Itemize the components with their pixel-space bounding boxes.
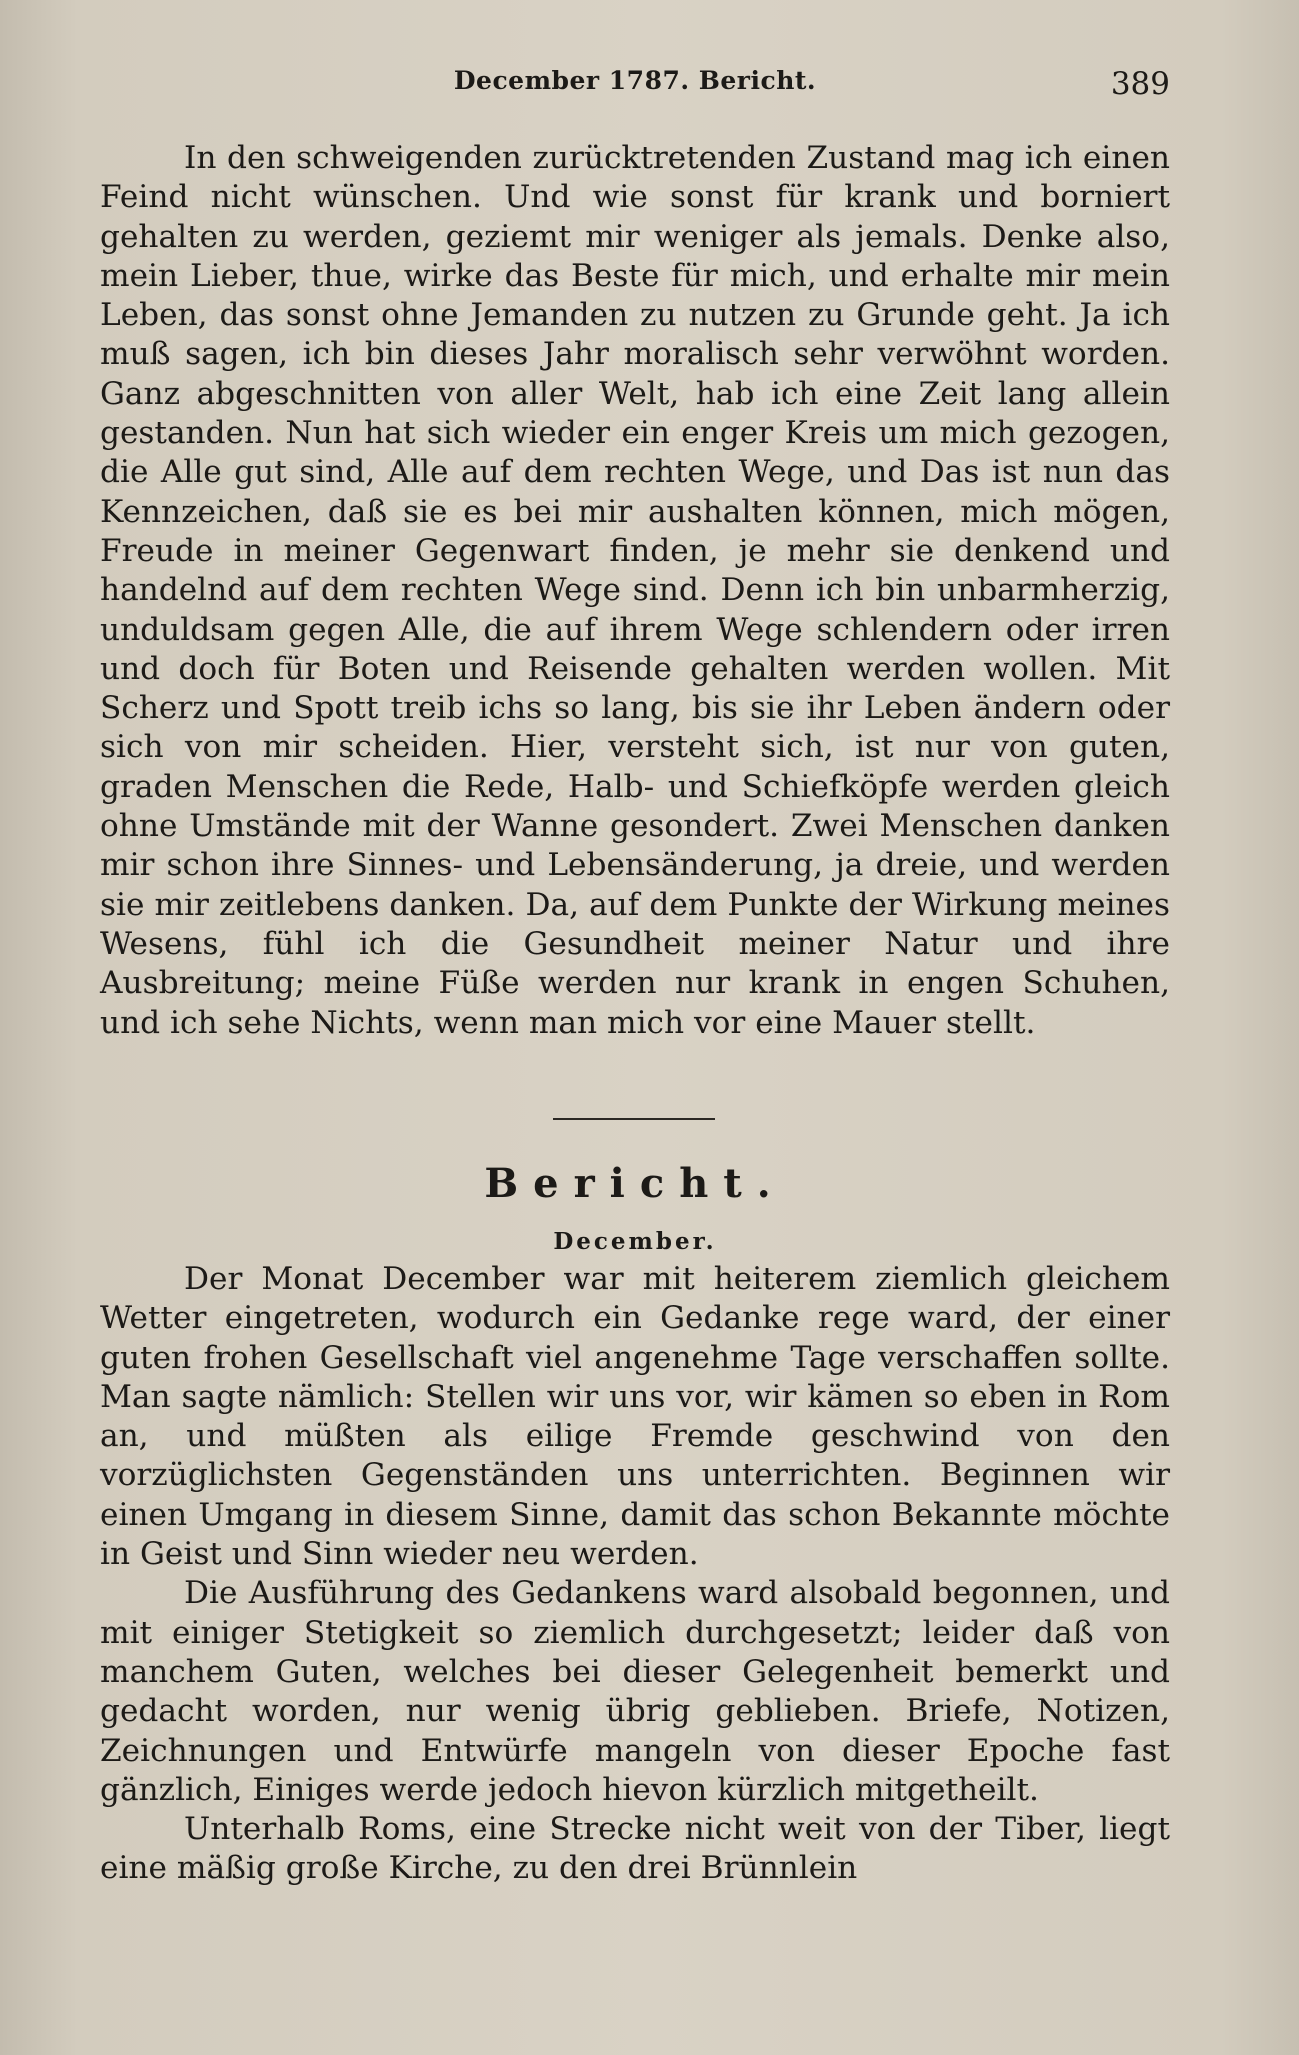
letter-continuation [100,139,1170,1043]
section-heading: Bericht. [484,1160,786,1207]
paragraph: Unterhalb Roms, eine Strecke nicht weit von der Tiber, liegt eine mäßig große Kirche, zu den drei Brünnlein [100,1811,1170,1887]
section-divider [553,1118,715,1120]
page-number: 389 [1110,66,1170,102]
paragraph: Der Monat December war mit heiterem ziemlich gleichem Wetter eingetreten, wodurch ein Gedanke rege ward, der einer guten frohen Gesellschaft viel angenehme Tage verschaffen sollte. Man sagte nämlich: Stellen wir uns vor, wir kämen so eben in Rom an, und müßten als eilige Fremde geschwind von den vorzüglichsten Gegenständen uns unterrichten. Beginnen wir einen Umgang in diesem Sinne, damit das schon Bekannte möchte in Geist und Sinn wieder neu werden. [100,1261,1170,1573]
running-title: December 1787. Bericht. [453,66,817,95]
paragraph: Die Ausführung des Gedankens ward alsobald begonnen, und mit einiger Stetigkeit so ziemlich durchgesetzt; leider daß von manchem Guten, welches bei dieser Gelegenheit bemerkt und gedacht worden, nur wenig übrig geblieben. Briefe, Notizen, Zeichnungen und Entwürfe mangeln von dieser Epoche fast gänzlich, Einiges werde jedoch hievon kürzlich mitgetheilt. [100,1575,1170,1808]
running-head [100,66,1170,106]
report-text [100,1260,1170,1889]
section-subheading: December. [553,1228,717,1255]
paragraph: In den schweigenden zurücktretenden Zustand mag ich einen Feind nicht wünschen. Und wie sonst für krank und borniert gehalten zu werden, geziemt mir weniger als jemals. Denke also, mein Lieber, thue, wirke das Beste für mich, und erhalte mir mein Leben, das sonst ohne Jemanden zu nutzen zu Grunde geht. Ja ich muß sagen, ich bin dieses Jahr moralisch sehr verwöhnt worden. Ganz abgeschnitten von aller Welt, hab ich eine Zeit lang allein gestanden. Nun hat sich wieder ein enger Kreis um mich gezogen, die Alle gut sind, Alle auf dem rechten Wege, und Das ist nun das Kennzeichen, daß sie es bei mir aushalten können, mich mögen, Freude in meiner Gegenwart finden, je mehr sie denkend und handelnd auf dem rechten Wege sind. Denn ich bin unbarmherzig, unduldsam gegen Alle, die auf ihrem Wege schlendern oder irren und doch für Boten und Reisende gehalten werden wollen. Mit Scherz und Spott treib ichs so lang, bis sie ihr Leben ändern oder sich von mir scheiden. Hier, versteht sich, ist nur von guten, graden Menschen die Rede, Halb- und Schiefköpfe werden gleich ohne Umstände mit der Wanne gesondert. Zwei Menschen danken mir schon ihre Sinnes- und Lebensänderung, ja dreie, und werden sie mir zeitlebens danken. Da, auf dem Punkte der Wirkung meines Wesens, fühl ich die Gesundheit meiner Natur und ihre Ausbreitung; meine Füße werden nur krank in engen Schuhen, und ich sehe Nichts, wenn man mich vor eine Mauer stellt. [100,140,1170,1041]
